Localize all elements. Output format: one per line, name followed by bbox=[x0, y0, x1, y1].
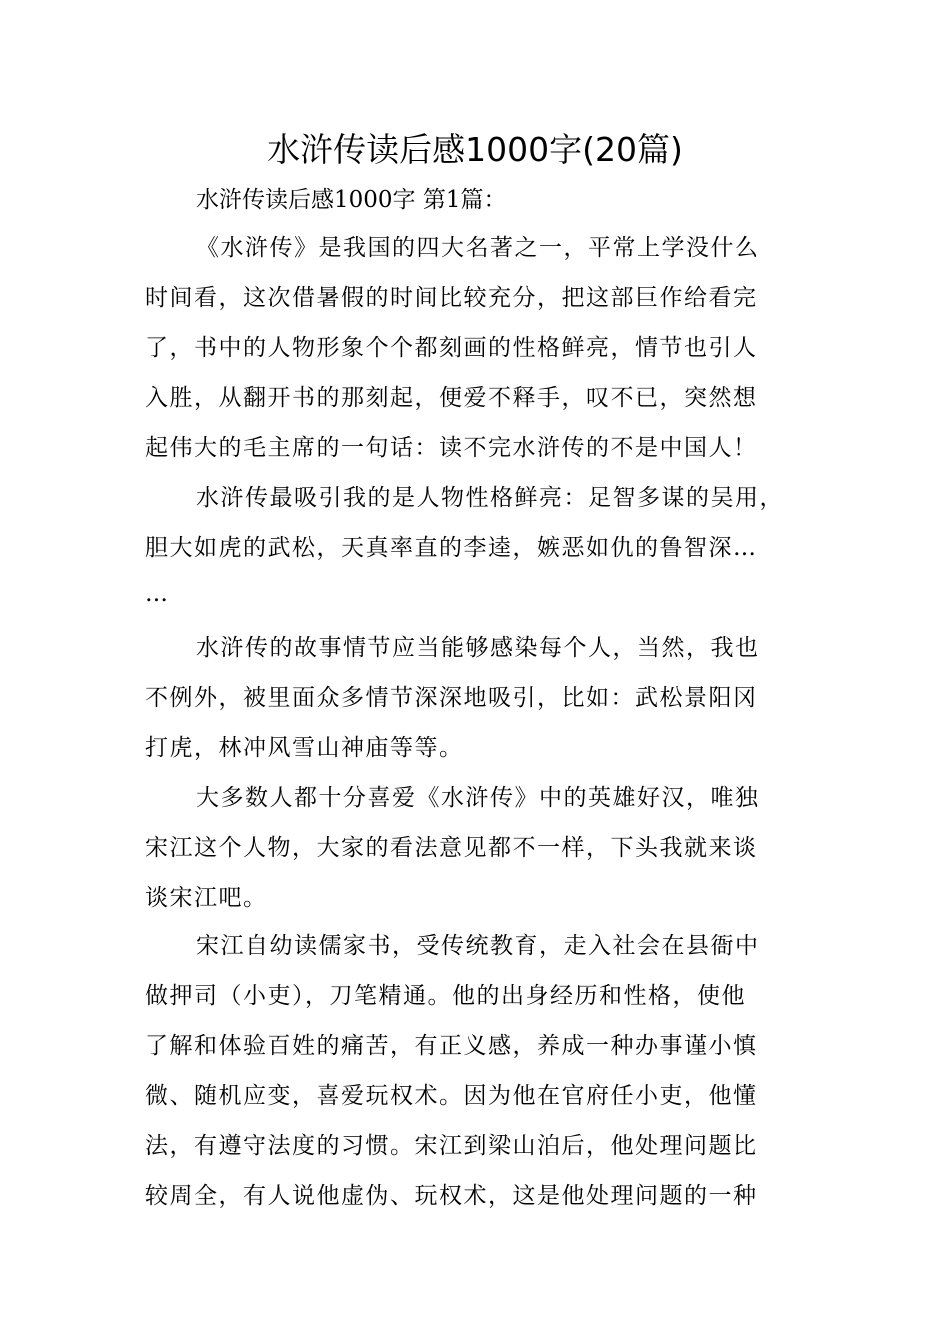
paragraph-3-line-3: 打虎，林冲风雪山神庙等等。 bbox=[145, 735, 464, 761]
paragraph-3-line-2: 不例外，被里面众多情节深深地吸引，比如：武松景阳冈 bbox=[145, 685, 758, 711]
paragraph-1-line-5: 起伟大的毛主席的一句话：读不完水浒传的不是中国人！ bbox=[145, 435, 758, 461]
paragraph-3-line-1: 水浒传的故事情节应当能够感染每个人，当然，我也 bbox=[196, 635, 760, 661]
paragraph-2-line-3: … bbox=[145, 581, 170, 607]
paragraph-5-line-4: 微、随机应变，喜爱玩权术。因为他在官府任小吏，他懂 bbox=[145, 1083, 758, 1109]
paragraph-1-line-3: 了，书中的人物形象个个都刻画的性格鲜亮，情节也引人 bbox=[145, 335, 758, 361]
paragraph-1-line-1: 《水浒传》是我国的四大名著之一，平常上学没什么 bbox=[196, 235, 760, 261]
paragraph-4-line-3: 谈宋江吧。 bbox=[145, 885, 268, 911]
paragraph-5-line-6: 较周全，有人说他虚伪、玩权术，这是他处理问题的一种 bbox=[145, 1183, 758, 1209]
paragraph-5-line-1: 宋江自幼读儒家书，受传统教育，走入社会在县衙中 bbox=[196, 933, 760, 959]
paragraph-5-line-2: 做押司（小吏），刀笔精通。他的出身经历和性格，使他 bbox=[145, 983, 746, 1009]
paragraph-1-line-4: 入胜，从翻开书的那刻起，便爱不释手，叹不已，突然想 bbox=[145, 385, 758, 411]
paragraph-4-line-2: 宋江这个人物，大家的看法意见都不一样，下头我就来谈 bbox=[145, 835, 758, 861]
paragraph-2-line-2: 胆大如虎的武松，天真率直的李逵，嫉恶如仇的鲁智深… bbox=[145, 535, 758, 561]
section-heading: 水浒传读后感1000字 第1篇： bbox=[196, 187, 507, 213]
paragraph-2-line-1: 水浒传最吸引我的是人物性格鲜亮：足智多谋的吴用， bbox=[196, 485, 784, 511]
document-title: 水浒传读后感1000字(20篇) bbox=[267, 130, 683, 169]
paragraph-5-line-3: 了解和体验百姓的痛苦，有正义感，养成一种办事谨小慎 bbox=[145, 1033, 758, 1059]
paragraph-4-line-1: 大多数人都十分喜爱《水浒传》中的英雄好汉，唯独 bbox=[196, 785, 760, 811]
paragraph-5-line-5: 法，有遵守法度的习惯。宋江到梁山泊后，他处理问题比 bbox=[145, 1133, 758, 1159]
paragraph-1-line-2: 时间看，这次借暑假的时间比较充分，把这部巨作给看完 bbox=[145, 285, 758, 311]
